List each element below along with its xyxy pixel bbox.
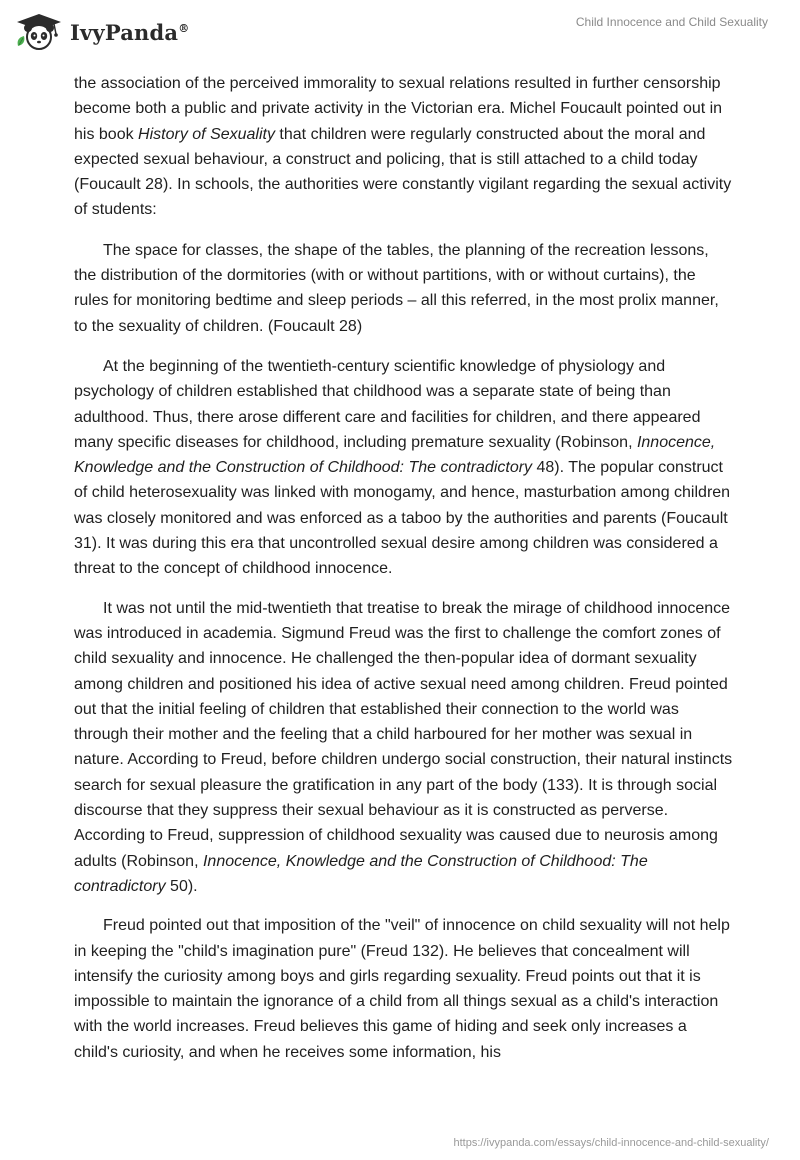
logo-text: IvyPanda® [70,19,190,45]
block-quote: The space for classes, the shape of the tables, the planning of the recreation lessons, the distribution of the dormitories (with or without partitions, with or without curtains), the rules for monitoring bedtime and sleep periods – all this referred, in the most prolix manner, to the sexuality of children. (Foucault 28) [74,241,719,335]
panda-graduate-icon [14,12,64,52]
ivypanda-logo[interactable] [14,12,189,52]
document-title: Child Innocence and Child Sexuality [575,15,768,29]
paragraph-4: Freud pointed out that imposition of the "veil" of innocence on child sexuality will not help in keeping the "child's imagination pure" (Freud 132). He believes that concealment will intensify the curiosity among boys and girls regarding sexuality. Freud points out that it is impossible to maintain the ignorance of a child from all things sexual as a child's interaction with the world increases. Freud believes this game of hiding and seek only increases a child's curiosity, and when he receives some information, his [74,917,730,1061]
paragraph-1: the association of the perceived immorality to sexual relations resulted in further censorship become both a public and private activity in the Victorian era. Michel Foucault pointed out in his book History of Sexuality that children were regularly constructed about the moral and expected sexual behaviour, a construct and policing, that is still attached to a child today (Foucault 28). In schools, the authorities were constantly vigilant regarding the sexual activity of students: [74,75,732,219]
page-header [0,0,800,60]
essay-body [74,71,734,1079]
paragraph-3: It was not until the mid-twentieth that treatise to break the mirage of childhood innocence was introduced in academia. Sigmund Freud was the first to challenge the comfort zones of child sexuality and innocence. He challenged the then-popular idea of dormant sexuality among children and positioned his idea of active sexual need among children. Freud pointed out that the initial feeling of children that established their connection to the world was through their mother and the feeling that a child harboured for her mother was sexual in nature. According to Freud, before children undergo social construction, their natural instincts search for sexual pleasure the gratification in any part of the body (133). It is through social discourse that they suppress their sexual behaviour as it is constructed as perverse. According to Freud, suppression of childhood sexuality was caused due to neurosis among adults (Robinson, Innocence, Knowledge and the Construction of Childhood: The contradictory 50). [74,599,733,895]
paragraph-2: At the beginning of the twentieth-century scientific knowledge of physiology and psychology of children established that childhood was a separate state of being than adulthood. Thus, there arose different care and facilities for children, and there appeared many specific diseases for childhood, including premature sexuality (Robinson, Innocence, Knowledge and the Construction of Childhood: The contradictory 48). The popular construct of child heterosexuality was linked with monogamy, and hence, masturbation among children was closely monitored and was enforced as a taboo by the authorities and parents (Foucault 31). It was during this era that uncontrolled sexual desire among children was considered a threat to the concept of childhood innocence. [74,357,731,578]
source-url[interactable]: https://ivypanda.com/essays/child-innocence-and-child-sexuality/ [453,1137,769,1149]
